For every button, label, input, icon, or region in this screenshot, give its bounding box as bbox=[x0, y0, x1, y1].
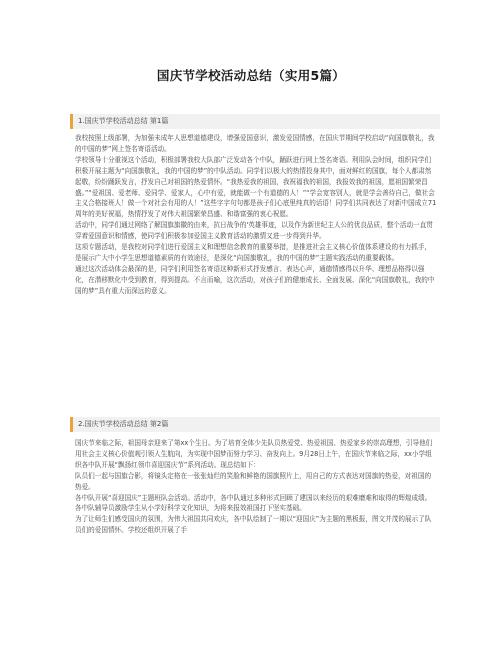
section-1-paragraph: 活动中，同学们通过网络了解国旗旗徽的由来，抗日战争的'英雄事迹，以及作为新世纪主人公的优良品质，整个活动一直贯穿着爱国意识和情感，使同学们积极参加爱国主义教育活动的激情又进一步得到升华。 bbox=[75, 221, 433, 241]
section-1-header: 1.国庆节学校活动总结 第1篇 bbox=[70, 114, 440, 129]
section-2-paragraph: 国庆节来临之际，祖国母亲迎来了第xx个生日。为了培育全体少先队员热爱党、热爱祖国、热爱家乡的崇高理想，引导他们用社会主义核心价值观引领人生航向，为实现中国梦而努力学习、奋发向上。9月28日上午，在国庆节来临之际，xx小学组织各中队开展“飘扬红领巾喜迎国庆节”系列活动。现总结如下： bbox=[75, 439, 433, 469]
section-2-paragraph: 各中队开展“喜迎国庆”主题班队会活动。活动中，各中队通过多种形式回顾了建国以来经历的艰难磨难和取得的辉煌成绩。各中队辅导员激励学生从小学好科学文化知识，为将来报效祖国打下坚实基础。 bbox=[75, 493, 432, 513]
section-1-paragraph: 我校按照上级部署，为加强未成年人思想道德建设，增强爱国意识，激发爱国情感，在国庆节期间学校启动“向国旗敬礼，我的中国的梦”网上签名寄语活动。 bbox=[75, 134, 435, 153]
section-1-paragraph: 这项专题活动，是我校对同学们进行爱国主义和理想信念教育的重要举措，是推进社会主义核心价值体系建设的有力抓手，是展示广大中小学生思想道德素质的有效途径，是深化“向国旗敬礼，我的中国的梦”主题实践活动的重要载体。 bbox=[75, 243, 432, 262]
section-1-paragraph: 通过这次活动体会最深的是，同学们利用签名寄语这种新形式抒发感言、表达心声，通德情感得以升华、理想品格得以强化，在潜移默化中受到教育，得到提高。不言而喻，这次活动，对孩子们的健康成长、全面发展、深化“向国旗敬礼，我的中国的梦”具有重大而深远的意义。 bbox=[75, 264, 435, 295]
section-2-paragraph: 为了让师生们感受国庆的氛围，为伟大祖国共同欢庆，各中队绘制了一期以“迎国庆”为主题的黑板报，图文并茂的展示了队员们的爱国情怀。学校还组织开展了手 bbox=[75, 515, 432, 535]
section-2-body bbox=[75, 438, 437, 536]
document-title: 国庆节学校活动总结（实用5篇） bbox=[156, 68, 346, 83]
section-1-body bbox=[75, 133, 437, 297]
section-2-paragraph: 队员们一起与国旗合影，将镜头定格在一张张灿烂的笑脸和鲜艳的国旗照片上，用自己的方式表达对国旗的热爱，对祖国的热爱。 bbox=[75, 471, 432, 491]
section-2-header: 2.国庆节学校活动总结 第2篇 bbox=[70, 417, 440, 432]
section-1-paragraph: 学校领导十分重视这个活动，积极部署我校大队部广泛发动各个中队，踊跃进行网上签名寄语。利用队会时间，组织同学们积极开展主题为“向国旗敬礼，我的中国的梦”的中队活动。同学们以极大的热情投身其中，面对鲜红的国旗，每个人都肃然起敬，纷纷踊跃发言，抒发自己对祖国的热爱情怀。“我热爱我的祖国，我祝福我的祖国，我报效我的祖国，愿祖国繁荣昌盛。”“爱祖国、爱老师、爱同学、爱家人，心中有爱，就能做一个有道德的人！”“学会宽容别人，就是学会善待自己，做社会主义合格接班人！做一个对社会有用的人！”这些字字句句都是孩子们心底里纯真的话语！同学们共同表达了对新中国成立71周年的美好祝福，热情抒发了对伟大祖国繁荣昌盛、和谐富强的衷心祝愿。 bbox=[75, 155, 437, 219]
